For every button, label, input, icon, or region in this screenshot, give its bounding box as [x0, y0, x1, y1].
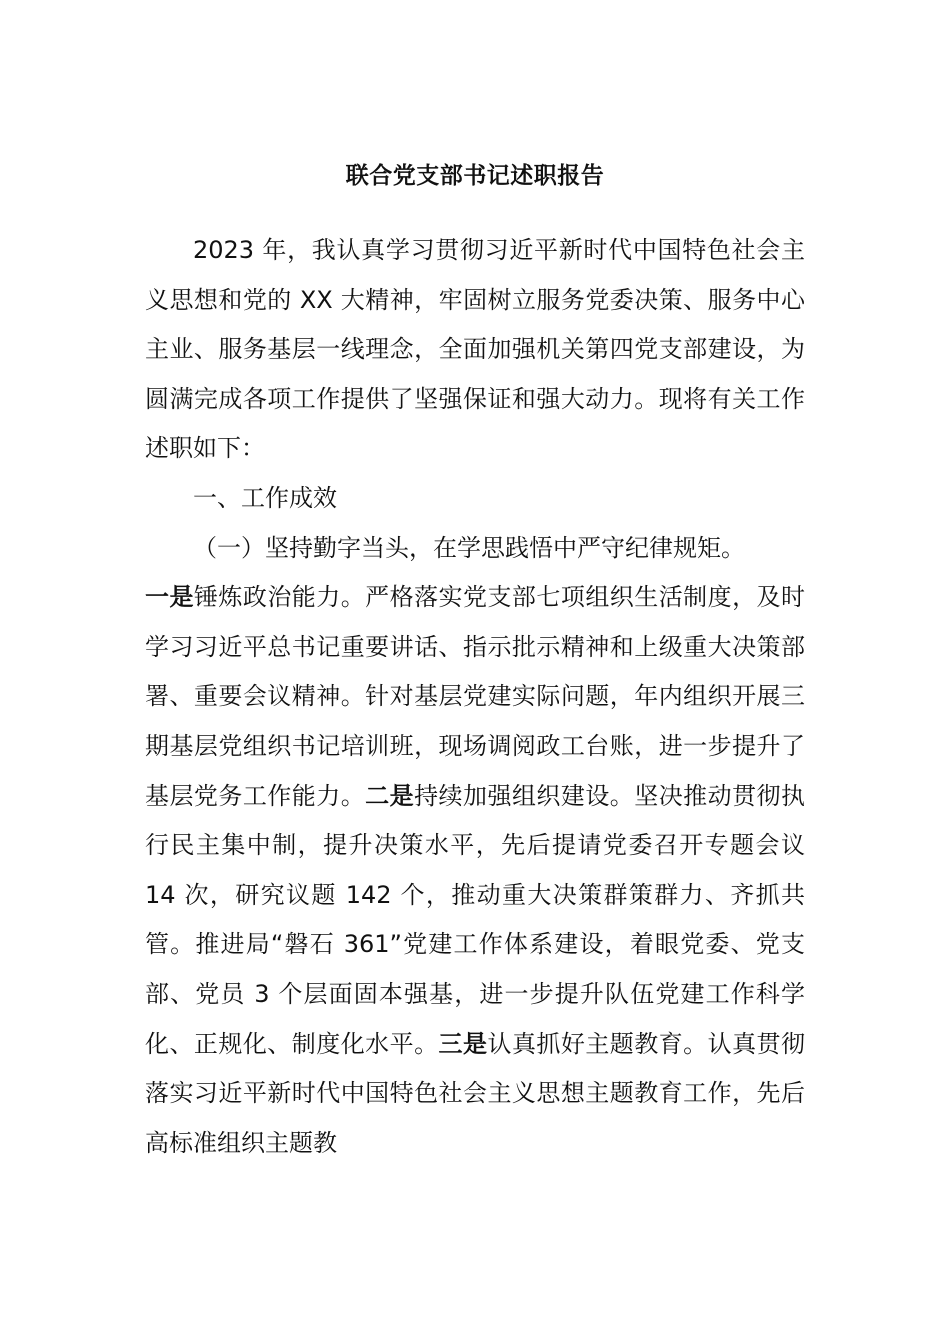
point-one-lead: 一是 — [145, 583, 194, 612]
document-body — [145, 226, 805, 1168]
subsection-heading: （一）坚持勤字当头，在学思践悟中严守纪律规矩。 — [193, 533, 745, 562]
point-two-text: 持续加强组织建设。坚决推动贯彻执行民主集中制，提升决策水平，先后提请党委召开专题会议 14 次，研究议题 142 个，推动重大决策群策群力、齐抓共管。推进局“磐石 361”党建工作体系建设，着眼党委、党支部、党员 3 个层面固本强基，进一步提升队伍党建工作科学化、正规化、制度化水平。 — [145, 781, 806, 1058]
document-title: 联合党支部书记述职报告 — [345, 163, 605, 189]
intro-paragraph: 2023 年，我认真学习贯彻习近平新时代中国特色社会主义思想和党的 XX 大精神，牢固树立服务党委决策、服务中心主业、服务基层一线理念，全面加强机关第四党支部建设，为圆满完成各项工作提供了坚强保证和强大动力。现将有关工作述职如下： — [145, 236, 805, 463]
point-three-lead: 三是 — [438, 1029, 488, 1058]
point-one-text: 锤炼政治能力。严格落实党支部七项组织生活制度，及时学习习近平总书记重要讲话、指示批示精神和上级重大决策部署、重要会议精神。针对基层党建实际问题，年内组织开展三期基层党组织书记培训班，现场调阅政工台账，进一步提升了基层党务工作能力。 — [145, 583, 806, 810]
section-heading: 一、工作成效 — [193, 483, 337, 512]
point-three-text: 认真抓好主题教育。认真贯彻落实习近平新时代中国特色社会主义思想主题教育工作，先后高标准组织主题教 — [145, 1029, 806, 1157]
achievements-paragraph — [145, 573, 805, 1168]
point-two-lead: 二是 — [365, 781, 415, 810]
